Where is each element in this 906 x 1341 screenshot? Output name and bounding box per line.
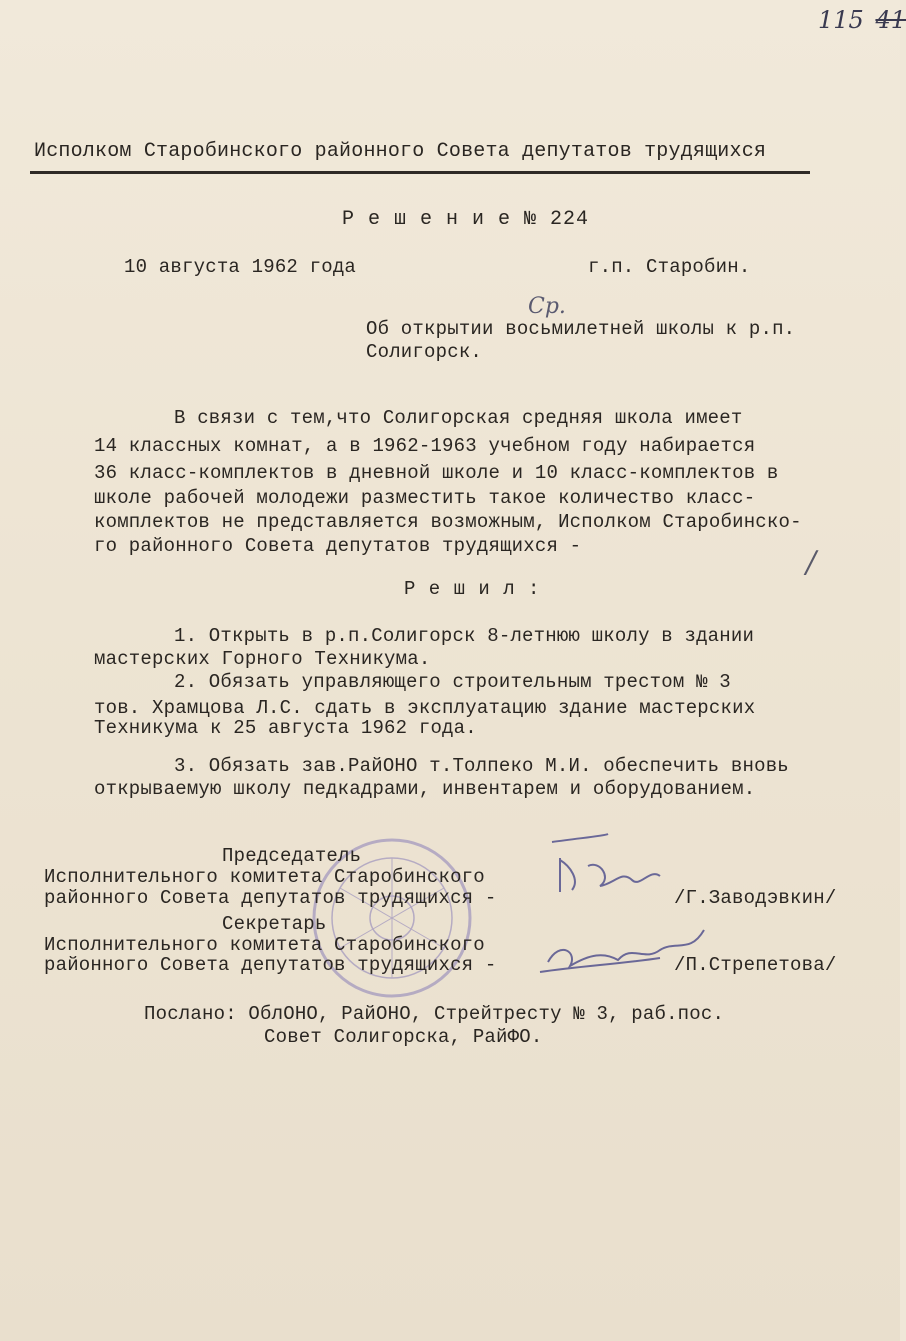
distribution-line-1: Послано: ОблОНО, РайОНО, Стрейтресту № 3, раб.пос. — [144, 1003, 725, 1025]
preamble-line-5: комплектов не представляется возможным, Исполком Старобинско- — [94, 511, 802, 533]
decision-title: Р е ш е н и е № 224 — [342, 208, 590, 231]
point-2-line-2: тов. Храмцова Л.С. сдать в эксплуатацию здание мастерских — [94, 697, 756, 719]
subject-annotation: Ср. — [528, 294, 566, 319]
point-2-line-3: Техникума к 25 августа 1962 года. — [94, 717, 477, 739]
preamble-line-3: 36 класс-комплектов в дневной школе и 10 класс-комплектов в — [94, 462, 779, 484]
point-1-line-1: 1. Открыть в р.п.Солигорск 8-летнюю школу в здании — [174, 625, 755, 647]
preamble-line-2: 14 классных комнат, а в 1962-1963 учебном году набирается — [94, 435, 756, 457]
decision-place: г.п. Старобин. — [588, 256, 751, 278]
subject-line-1: Об открытии восьмилетней школы к р.п. — [366, 318, 796, 340]
point-1-line-2: мастерских Горного Техникума. — [94, 648, 431, 670]
margin-mark: / — [806, 545, 817, 580]
point-3-line-1: 3. Обязать зав.РайОНО т.Толпеко М.И. обеспечить вновь — [174, 755, 789, 777]
resolved-heading: Р е ш и л : — [404, 578, 541, 600]
secretary-org-line-2: районного Совета депутатов трудящихся - — [44, 954, 497, 976]
archive-number-crossed: 41 — [875, 6, 906, 34]
chair-org-line-1: Исполнительного комитета Старобинского — [44, 866, 485, 888]
point-3-line-2: открываемую школу педкадрами, инвентарем и оборудованием. — [94, 778, 756, 800]
archive-number-value: 115 — [818, 6, 864, 34]
chair-org-line-2: районного Совета депутатов трудящихся - — [44, 887, 497, 909]
preamble-line-4: школе рабочей молодежи разместить такое количество класс- — [94, 487, 756, 509]
chair-title: Председатель — [222, 845, 362, 867]
secretary-title: Секретарь — [222, 913, 327, 935]
decision-date: 10 августа 1962 года — [124, 256, 357, 278]
secretary-org-line-1: Исполнительного комитета Старобинского — [44, 934, 485, 956]
preamble-line-1: В связи с тем,что Солигорская средняя школа имеет — [174, 407, 743, 429]
subject-line-2: Солигорск. — [366, 341, 483, 363]
chair-name: /Г.Заводэвкин/ — [674, 887, 837, 909]
preamble-line-6: го районного Совета депутатов трудящихся - — [94, 535, 582, 557]
secretary-name: /П.Стрепетова/ — [674, 954, 837, 976]
point-2-line-1: 2. Обязать управляющего строительным трестом № 3 — [174, 671, 731, 693]
distribution-line-2: Совет Солигорска, РайФО. — [264, 1026, 543, 1048]
issuer-heading: Исполком Старобинского районного Совета депутатов трудящихся — [34, 140, 767, 163]
